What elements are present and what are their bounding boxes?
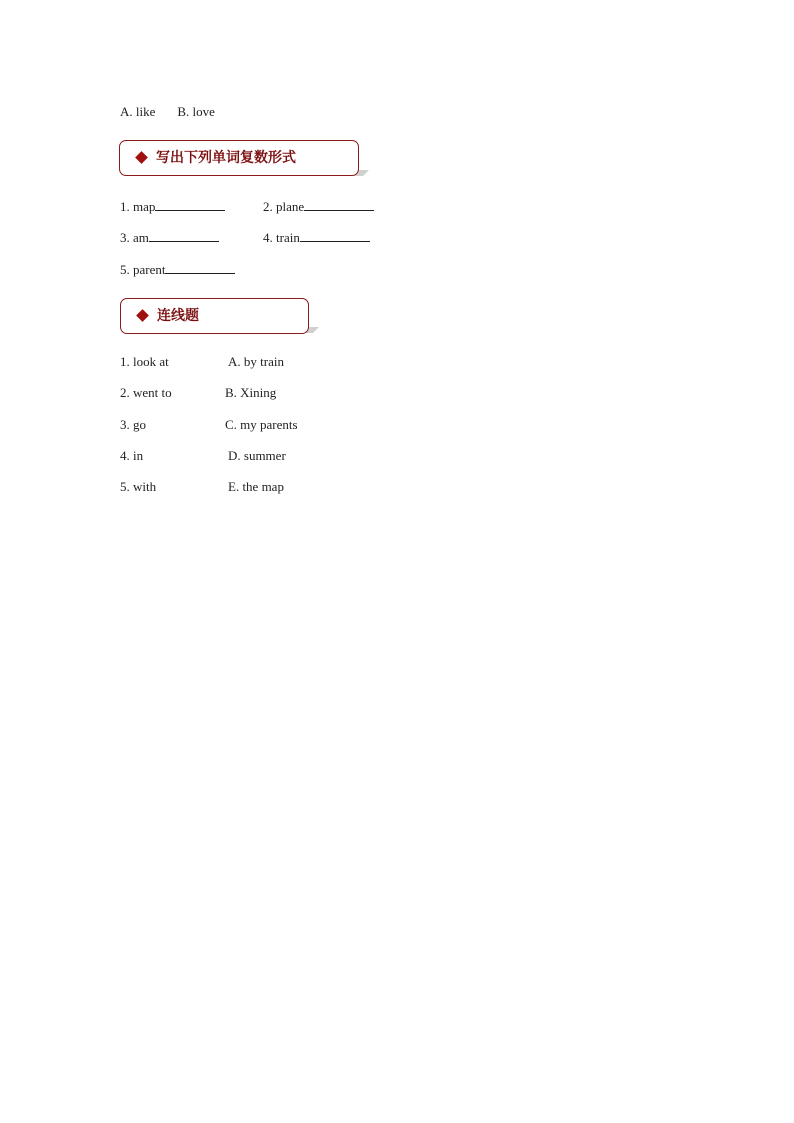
plural-item-label: 1. map <box>120 199 156 214</box>
match-right-item[interactable]: A. by train <box>228 354 284 369</box>
match-right-item[interactable]: C. my parents <box>225 417 298 432</box>
section-title-matching: 连线题 <box>157 308 199 324</box>
match-right-item[interactable]: B. Xining <box>225 385 277 400</box>
plural-item <box>120 261 235 278</box>
answer-blank[interactable] <box>149 229 219 242</box>
answer-blank[interactable] <box>300 229 370 242</box>
section-header-matching <box>120 298 309 334</box>
plural-item-label: 3. am <box>120 230 149 245</box>
match-right-item[interactable]: D. summer <box>228 448 286 463</box>
options-line <box>120 104 215 120</box>
option-a: A. like <box>120 104 156 119</box>
plural-item-label: 5. parent <box>120 262 166 277</box>
diamond-icon <box>136 309 149 322</box>
match-left-item[interactable]: 3. go <box>120 417 146 432</box>
plural-item-label: 2. plane <box>263 199 305 214</box>
plural-item <box>120 198 225 215</box>
section-title-plural: 写出下列单词复数形式 <box>156 150 296 166</box>
answer-blank[interactable] <box>155 198 225 211</box>
match-left-item[interactable]: 5. with <box>120 479 157 494</box>
option-b: B. love <box>177 104 215 119</box>
plural-item <box>263 198 374 215</box>
plural-item <box>120 229 219 246</box>
plural-item-label: 4. train <box>263 230 300 245</box>
match-left-item[interactable]: 4. in <box>120 448 144 463</box>
diamond-icon <box>135 151 148 164</box>
match-right-item[interactable]: E. the map <box>228 479 284 494</box>
match-left-item[interactable]: 1. look at <box>120 354 169 369</box>
match-left-item[interactable]: 2. went to <box>120 385 172 400</box>
plural-item <box>263 229 370 246</box>
answer-blank[interactable] <box>165 261 235 274</box>
answer-blank[interactable] <box>304 198 374 211</box>
section-header-plural <box>119 140 359 176</box>
